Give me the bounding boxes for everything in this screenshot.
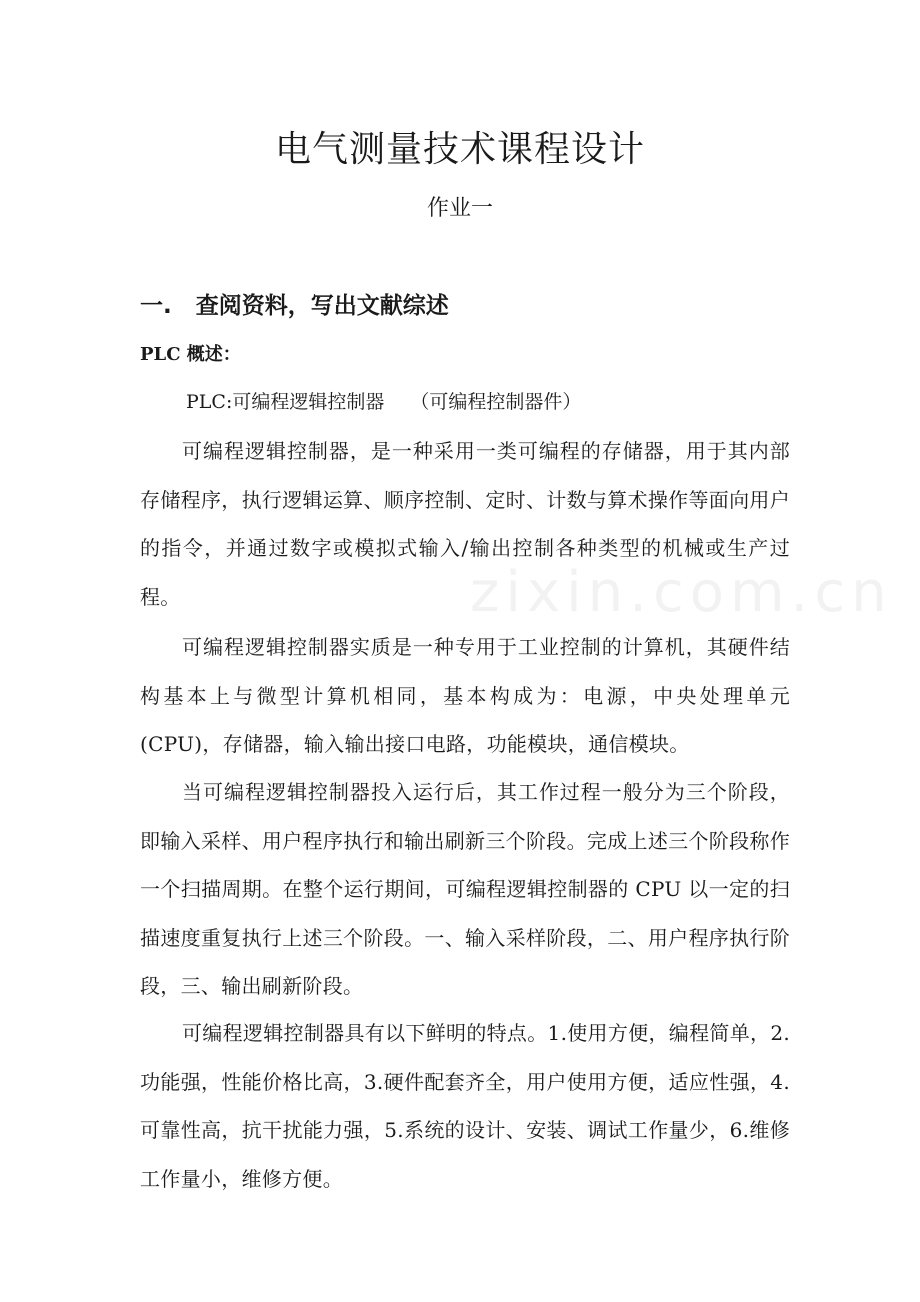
paragraph: 可编程逻辑控制器具有以下鲜明的特点。1.使用方便，编程简单，2.功能强，性能价格比高，3.硬件配套齐全，用户使用方便，适应性强，4.可靠性高，抗干扰能力强，5.系统的设计、安装、调试工作量少，6.维修工作量小，维修方便。	[140, 1021, 790, 1191]
section-heading	[140, 286, 449, 326]
plc-definition	[186, 385, 581, 419]
plc-alias: （可编程控制器件）	[410, 391, 582, 413]
section-heading-text: 查阅资料，写出文献综述	[195, 293, 449, 319]
section-number: 一.	[140, 293, 172, 319]
paragraph: 可编程逻辑控制器实质是一种专用于工业控制的计算机，其硬件结构基本上与微型计算机相同，基本构成为：电源，中央处理单元(CPU)，存储器，输入输出接口电路，功能模块，通信模块。	[140, 635, 790, 757]
plc-term: PLC:可编程逻辑控制器	[186, 391, 385, 413]
document-title: 电气测量技术课程设计	[274, 129, 645, 170]
watermark: zixin.com.cn	[470, 560, 893, 625]
sub-label: PLC 概述：	[140, 344, 241, 365]
paragraph: 当可编程逻辑控制器投入运行后，其工作过程一般分为三个阶段，即输入采样、用户程序执行和输出刷新三个阶段。完成上述三个阶段称作一个扫描周期。在整个运行期间，可编程逻辑控制器的 CPU 以一定的扫描速度重复执行上述三个阶段。一、输入采样阶段，二、用户程序执行阶段，三、输出刷新阶段。	[140, 780, 790, 999]
paragraph: 可编程逻辑控制器，是一种采用一类可编程的存储器，用于其内部存储程序，执行逻辑运算、顺序控制、定时、计数与算术操作等面向用户的指令，并通过数字或模拟式输入/输出控制各种类型的机械或生产过程。	[140, 439, 790, 609]
document-subtitle: 作业一	[426, 196, 493, 221]
